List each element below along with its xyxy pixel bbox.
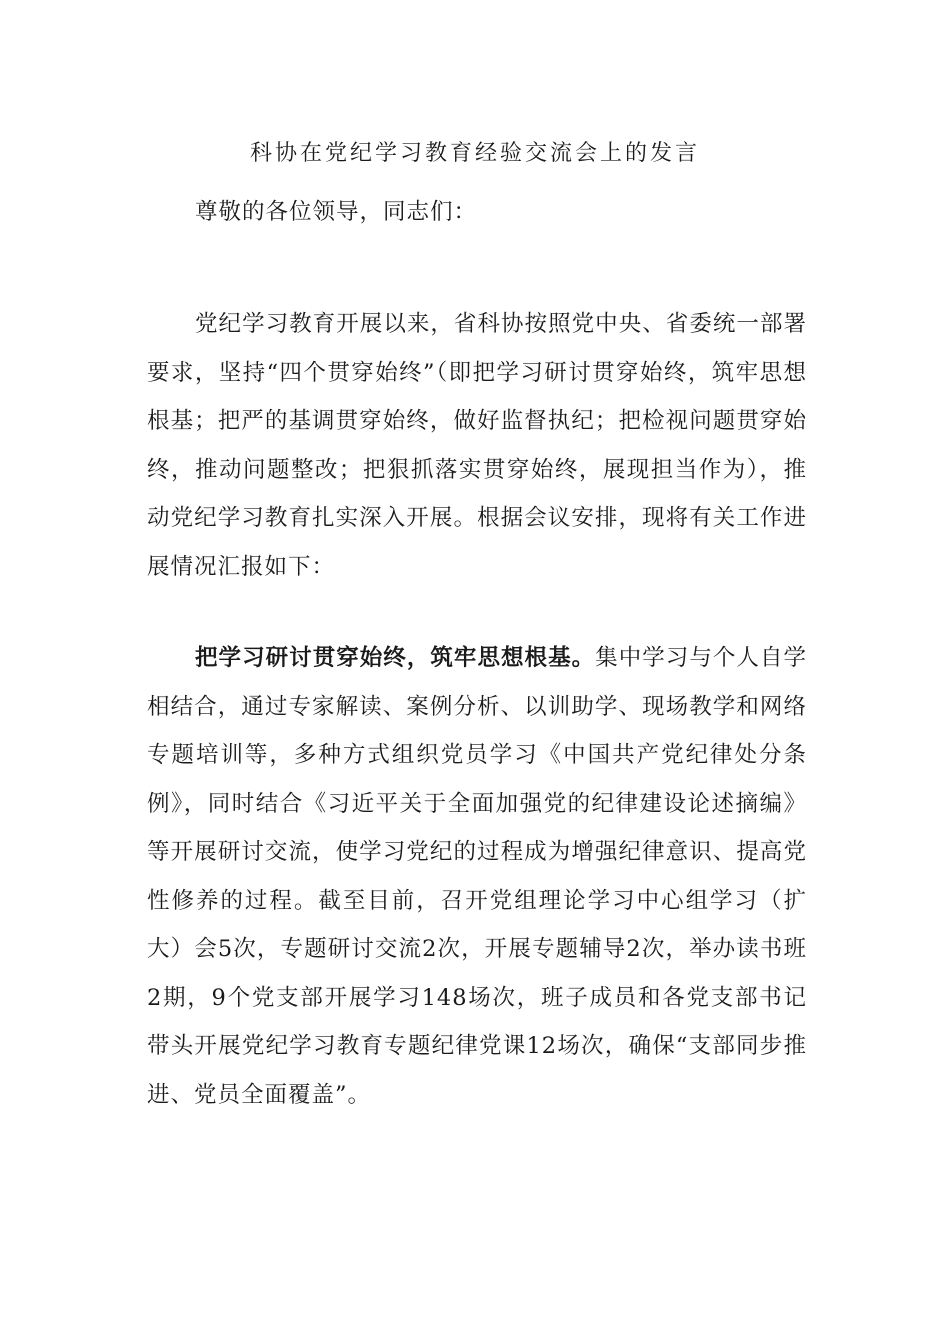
paragraph-heading: 把学习研讨贯穿始终，筑牢思想根基。 — [195, 645, 596, 671]
paragraph-intro: 党纪学习教育开展以来，省科协按照党中央、省委统一部署要求，坚持“四个贯穿始终”（即把学习研讨贯穿始终，筑牢思想根基；把严的基调贯穿始终，做好监督执纪；把检视问题贯穿始终，推动问题整改；把狠抓落实贯穿始终，展现担当作为），推动党纪学习教育扎实深入开展。根据会议安排，现将有关工作进展情况汇报如下： — [147, 311, 807, 580]
document-title: 科协在党纪学习教育经验交流会上的发言 — [249, 141, 700, 166]
greeting-line: 尊敬的各位领导，同志们： — [195, 199, 478, 225]
paragraph-study — [147, 634, 807, 1119]
paragraph-body: 集中学习与个人自学相结合，通过专家解读、案例分析、以训助学、现场教学和网络专题培训等，多种方式组织党员学习《中国共产党纪律处分条例》，同时结合《习近平关于全面加强党的纪律建设论述摘编》等开展研讨交流，使学习党纪的过程成为增强纪律意识、提高党性修养的过程。截至目前，召开党组理论学习中心组学习（扩大）会5次，专题研讨交流2次，开展专题辅导2次，举办读书班2期，9个党支部开展学习148场次，班子成员和各党支部书记带头开展党纪学习教育专题纪律党课12场次，确保“支部同步推进、党员全面覆盖”。 — [147, 645, 807, 1108]
